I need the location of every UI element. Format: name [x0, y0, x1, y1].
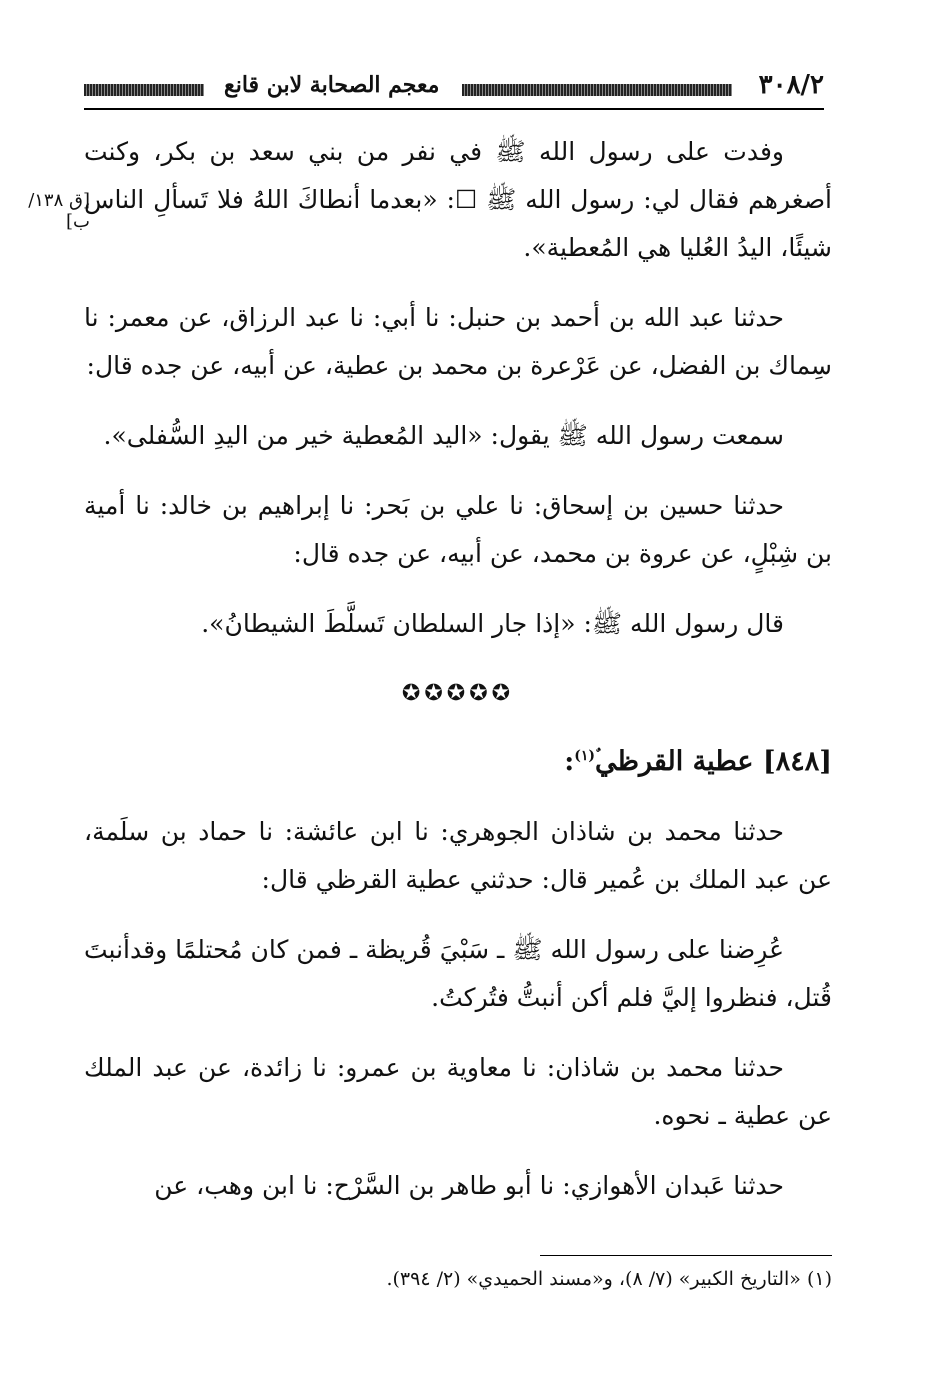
section-separator: ✪✪✪✪✪ — [401, 681, 515, 706]
paragraph: عُرِضنا على رسول الله ﷺ ـ سَبْيَ قُريظة ـ فمن كان مُحتلمًا وقدأنبتَ قُتل، فنظروا إليَّ فلم أكن أنبتُّ فتُركتُ. — [84, 935, 832, 1012]
paragraph: حدثنا محمد بن شاذان الجوهري: نا ابن عائشة: نا حماد بن سلَمة، عن عبد الملك بن عُمير قال: حدثني عطية القرظي قال: — [84, 817, 832, 894]
header-ornament-left — [84, 84, 204, 96]
header-ornament-right — [462, 84, 732, 96]
entry-heading — [84, 732, 832, 786]
entry-title: [٨٤٨] عطية القرظي — [594, 746, 832, 777]
page-number: ٣٠٨/٢ — [758, 70, 824, 100]
running-header — [84, 70, 824, 104]
margin-reference: [ق ١٣٨/ ب] — [28, 190, 90, 232]
paragraph: حدثنا حسين بن إسحاق: نا علي بن بَحر: نا إبراهيم بن خالد: نا أمية بن شِبْلٍ، عن عروة بن محمد، عن أبيه، عن جده قال: — [84, 491, 832, 568]
paragraph: قال رسول الله ﷺ: «إذا جار السلطان تَسلَّطَ الشيطانُ». — [201, 609, 784, 638]
paragraph: سمعت رسول الله ﷺ يقول: «اليد المُعطية خير من اليدِ السُّفلى». — [103, 421, 784, 450]
paragraph: حدثنا محمد بن شاذان: نا معاوية بن عمرو: نا زائدة، عن عبد الملك عن عطية ـ نحوه. — [84, 1053, 832, 1130]
footnote-rule — [540, 1255, 832, 1256]
header-rule — [84, 108, 824, 110]
footnote-mark: ٌ(١) — [574, 748, 595, 764]
paragraph: وفدت على رسول الله ﷺ في نفر من بني سعد بن بكر، وكنت أصغرهم فقال لي: رسول الله ﷺ ☐: «بعدما أنطاكَ اللهُ فلا تَسألِ الناس شيئًا، اليدُ العُليا هي المُعطية». — [84, 137, 832, 262]
main-text — [84, 128, 832, 1232]
paragraph: حدثنا عَبدان الأهوازي: نا أبو طاهر بن السَّرْح: نا ابن وهب، عن — [154, 1171, 784, 1200]
entry-heading-suffix: : — [564, 746, 575, 777]
footnote: (١) «التاريخ الكبير» (٧/ ٨)، و«مسند الحميدي» (٢/ ٣٩٤). — [386, 1268, 832, 1290]
paragraph: حدثنا عبد الله بن أحمد بن حنبل: نا أبي: نا عبد الرزاق، عن معمر: نا سِماك بن الفضل، عن عَرْعرة بن محمد بن عطية، عن أبيه، عن جده قال: — [84, 303, 832, 380]
book-title: معجم الصحابة لابن قانع — [224, 72, 440, 98]
